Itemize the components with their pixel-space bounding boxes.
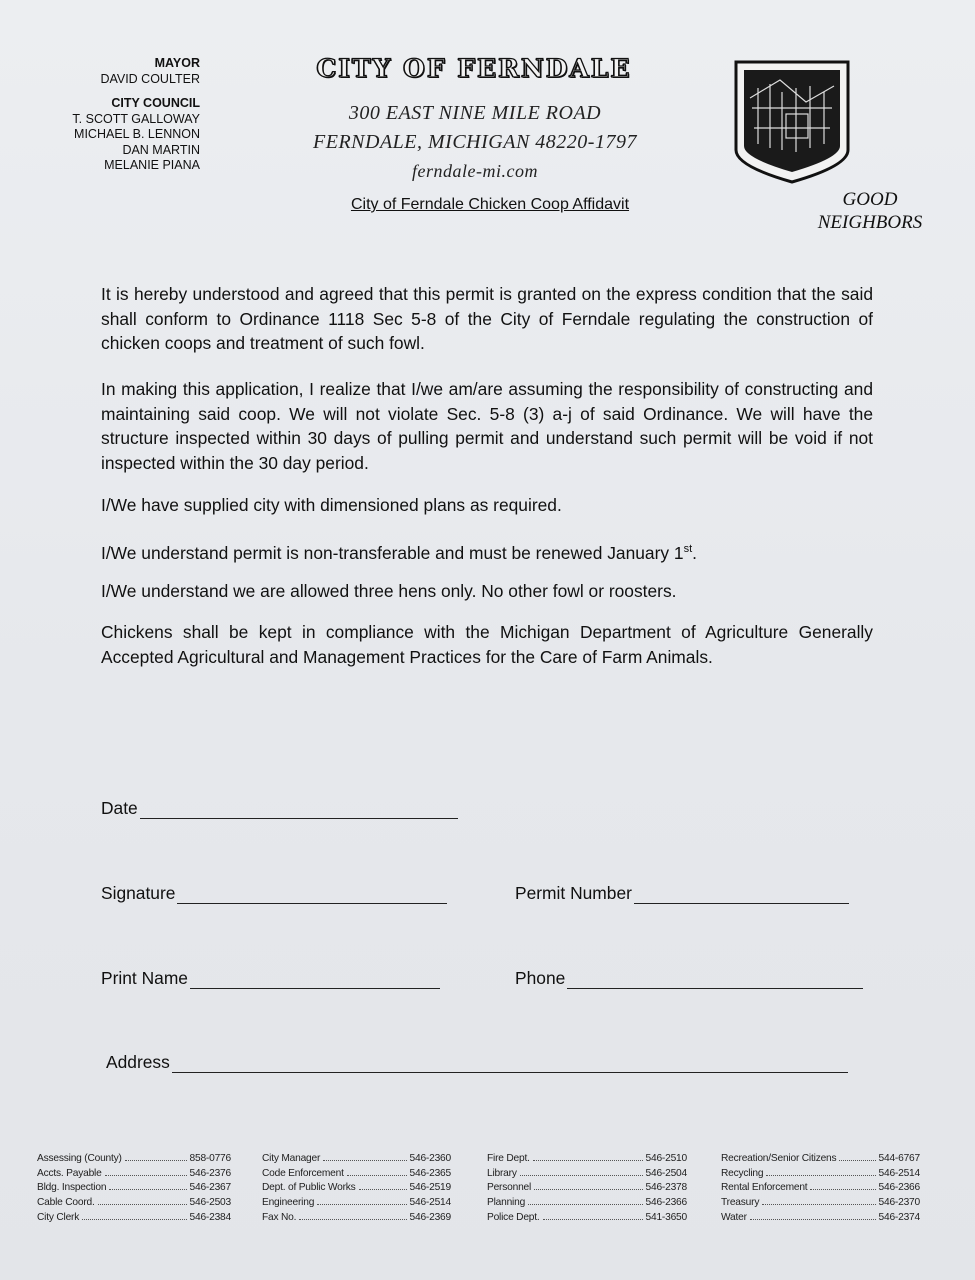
council-member: T. SCOTT GALLOWAY — [72, 111, 200, 126]
address-line[interactable] — [172, 1054, 848, 1073]
directory-entry: Personnel 546-2378 — [487, 1182, 687, 1194]
permit-number-field[interactable] — [515, 883, 849, 904]
print-name-label: Print Name — [101, 968, 188, 988]
directory-entry: Water 546-2374 — [721, 1211, 920, 1223]
directory-column — [37, 1152, 231, 1226]
directory-entry: Engineering 546-2514 — [262, 1197, 451, 1209]
motto — [800, 188, 940, 234]
paragraph-plans: I/We have supplied city with dimensioned plans as required. — [101, 495, 562, 515]
directory-entry: City Clerk 546-2384 — [37, 1211, 231, 1223]
signature-label: Signature — [101, 883, 176, 903]
directory-column — [262, 1152, 451, 1226]
mayor-role: MAYOR — [154, 56, 200, 70]
officials-list — [40, 56, 200, 174]
directory-entry: Bldg. Inspection 546-2367 — [37, 1182, 231, 1194]
directory-column — [487, 1152, 687, 1226]
date-field[interactable] — [101, 798, 458, 819]
city-title: CITY OF FERNDALE — [316, 54, 632, 83]
directory-entry: Accts. Payable 546-2376 — [37, 1167, 231, 1179]
city-seal-icon — [730, 58, 854, 186]
paragraph-compliance: Chickens shall be kept in compliance with the Michigan Department of Agriculture Generally Accepted Agricultural and Management Practices for the Care of Farm Animals. — [101, 622, 873, 667]
directory-entry: Recycling 546-2514 — [721, 1167, 920, 1179]
council-member: MICHAEL B. LENNON — [74, 127, 200, 141]
address-line-2: FERNDALE, MICHIGAN 48220-1797 — [313, 131, 637, 153]
directory-entry: Recreation/Senior Citizens 544-6767 — [721, 1153, 920, 1164]
council-member: DAN MARTIN — [122, 142, 200, 157]
directory-entry: Fax No. 546-2369 — [262, 1211, 451, 1223]
address-line-1: 300 EAST NINE MILE ROAD — [348, 102, 602, 124]
signature-line[interactable] — [177, 885, 447, 904]
motto-line-2: NEIGHBORS — [817, 212, 923, 233]
permit-number-line[interactable] — [634, 885, 849, 904]
phone-label: Phone — [515, 968, 566, 988]
directory-column — [721, 1152, 920, 1226]
print-name-field[interactable] — [101, 968, 440, 989]
directory-entry: Rental Enforcement 546-2366 — [721, 1182, 920, 1194]
website: ferndale-mi.com — [412, 161, 538, 181]
paragraph-responsibility: In making this application, I realize that I/we am/are assuming the responsibility of constructing and maintaining said coop. We will not violate Sec. 5-8 (3) a-j of said Ordinance. We will have the structure inspected within 30 days of pulling permit and understand such permit will be void if not inspected within the 30 day period. — [101, 379, 873, 473]
directory-entry: Code Enforcement 546-2365 — [262, 1167, 451, 1179]
print-name-line[interactable] — [190, 970, 440, 989]
phone-field[interactable] — [515, 968, 863, 989]
council-role: CITY COUNCIL — [111, 96, 200, 110]
paragraph-hens: I/We understand we are allowed three hens only. No other fowl or roosters. — [101, 581, 677, 601]
motto-line-1: GOOD — [842, 189, 898, 210]
directory-entry: Library 546-2504 — [487, 1167, 687, 1179]
address-field[interactable] — [106, 1052, 848, 1073]
directory-entry: Cable Coord. 546-2503 — [37, 1197, 231, 1209]
directory-entry: Dept. of Public Works 546-2519 — [262, 1182, 451, 1194]
permit-number-label: Permit Number — [515, 883, 632, 903]
council-member: MELANIE PIANA — [104, 158, 200, 172]
directory-entry: Planning 546-2366 — [487, 1197, 687, 1209]
address-label: Address — [106, 1052, 170, 1072]
date-label: Date — [101, 798, 138, 818]
document-title: City of Ferndale Chicken Coop Affidavit — [350, 196, 630, 213]
signature-field[interactable] — [101, 883, 447, 904]
date-line[interactable] — [140, 800, 458, 819]
phone-line[interactable] — [567, 970, 863, 989]
paragraph-renewal: I/We understand permit is non-transferable and must be renewed January 1st. — [101, 542, 697, 563]
mayor-name: DAVID COULTER — [100, 71, 200, 86]
directory-entry: Fire Dept. 546-2510 — [487, 1153, 687, 1164]
directory-entry: Police Dept. 541-3650 — [487, 1211, 687, 1223]
directory-entry: City Manager 546-2360 — [262, 1153, 451, 1164]
paragraph-permit-condition: It is hereby understood and agreed that this permit is granted on the express condition that the said shall conform to Ordinance 1118 Sec 5-8 of the City of Ferndale regulating the construction of chicken coops and treatment of such fowl. — [101, 284, 873, 353]
directory-entry: Treasury 546-2370 — [721, 1197, 920, 1209]
directory-entry: Assessing (County) 858-0776 — [37, 1153, 231, 1164]
